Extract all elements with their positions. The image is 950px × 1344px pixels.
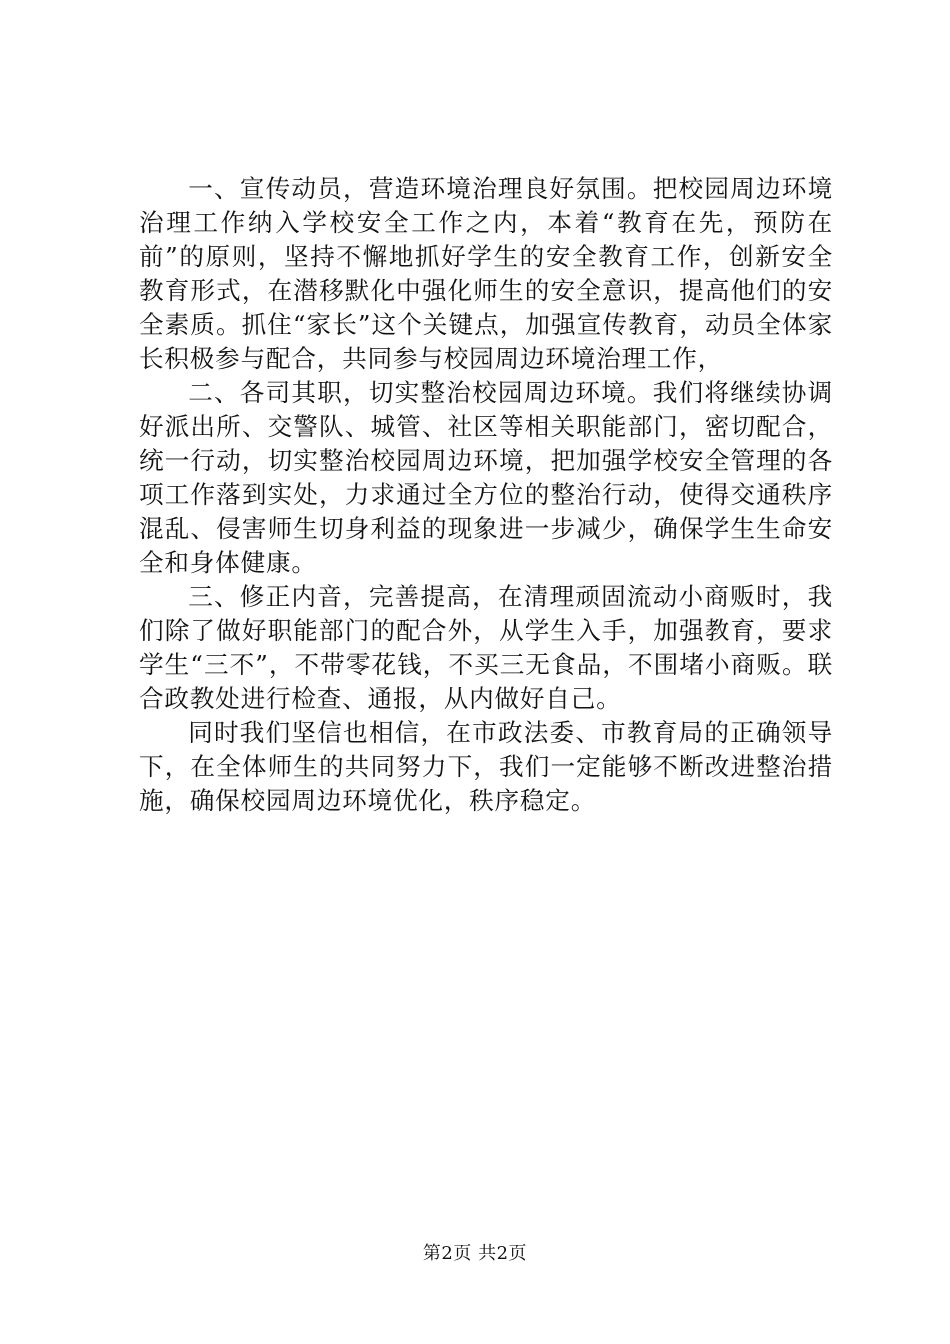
paragraph-conclusion: 同时我们坚信也相信，在市政法委、市教育局的正确领导下，在全体师生的共同努力下，我们一定能够不断改进整治措施，确保校园周边环境优化，秩序稳定。 <box>139 718 833 815</box>
page-number-footer: 第2页 共2页 <box>422 1243 528 1264</box>
paragraph-improvement: 三、修正内音，完善提高，在清理顽固流动小商贩时，我们除了做好职能部门的配合外，从学生入手，加强教育，要求学生“三不”，不带零花钱，不买三无食品，不围堵小商贩。联合政教处进行检查、通报，从内做好自己。 <box>139 582 833 713</box>
paragraph-publicity: 一、宣传动员，营造环境治理良好氛围。把校园周边环境治理工作纳入学校安全工作之内，本着“教育在先，预防在前”的原则，坚持不懈地抓好学生的安全教育工作，创新安全教育形式，在潜移默化中强化师生的安全意识，提高他们的安全素质。抓住“家长”这个关键点，加强宣传教育，动员全体家长积极参与配合，共同参与校园周边环境治理工作， <box>139 174 833 373</box>
paragraph-responsibilities: 二、各司其职，切实整治校园周边环境。我们将继续协调好派出所、交警队、城管、社区等相关职能部门，密切配合，统一行动，切实整治校园周边环境，把加强学校安全管理的各项工作落到实处，力求通过全方位的整治行动，使得交通秩序混乱、侵害师生切身利益的现象进一步减少，确保学生生命安全和身体健康。 <box>139 378 833 577</box>
document-body <box>139 172 833 818</box>
